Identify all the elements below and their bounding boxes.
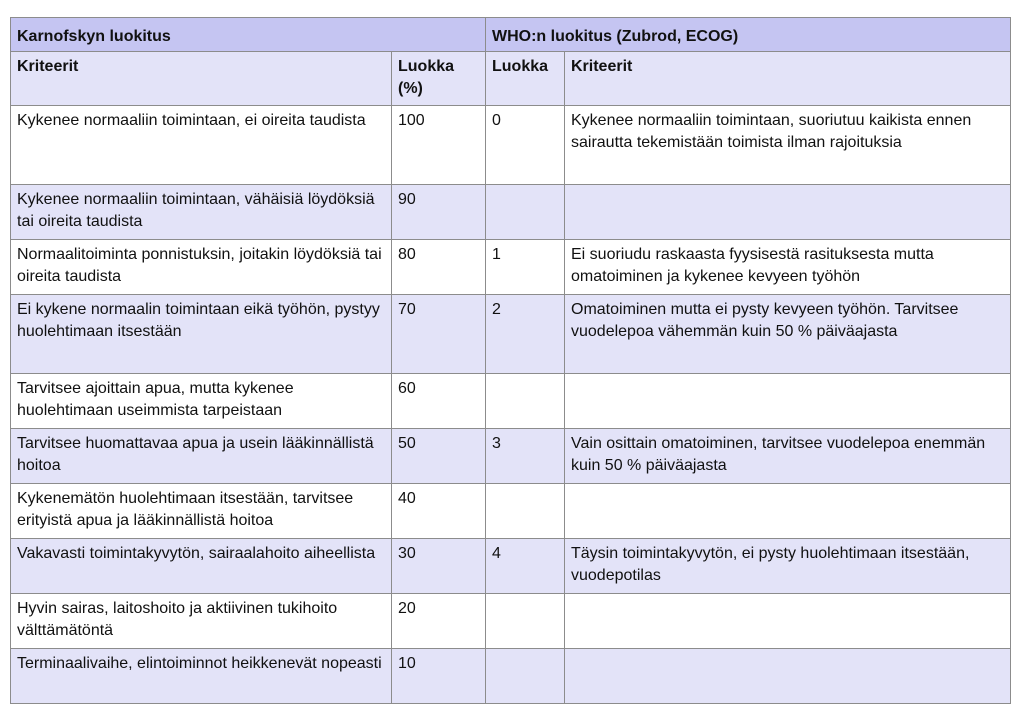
- karnofsky-title: Karnofskyn luokitus: [11, 18, 486, 52]
- who-class-cell: [486, 594, 565, 649]
- who-class-cell: [486, 185, 565, 240]
- karnofsky-criteria-cell: Vakavasti toimintakyvytön, sairaalahoito aiheellista: [11, 539, 392, 594]
- who-criteria-cell: [565, 484, 1011, 539]
- karnofsky-criteria-cell: Tarvitsee ajoittain apua, mutta kykenee huolehtimaan useimmista tarpeistaan: [11, 374, 392, 429]
- karnofsky-class-cell: 30: [392, 539, 486, 594]
- who-criteria-cell: Täysin toimintakyvytön, ei pysty huolehtimaan itsestään, vuodepotilas: [565, 539, 1011, 594]
- table-row: [11, 295, 1011, 374]
- who-criteria-header: Kriteerit: [565, 52, 1011, 106]
- karnofsky-criteria-cell: Tarvitsee huomattavaa apua ja usein lääkinnällistä hoitoa: [11, 429, 392, 484]
- column-header-row: [11, 52, 1011, 106]
- table-row: [11, 106, 1011, 185]
- karnofsky-criteria-cell: Normaalitoiminta ponnistuksin, joitakin löydöksiä tai oireita taudista: [11, 240, 392, 295]
- who-criteria-cell: [565, 374, 1011, 429]
- who-criteria-cell: [565, 594, 1011, 649]
- who-class-cell: [486, 484, 565, 539]
- karnofsky-class-cell: 60: [392, 374, 486, 429]
- karnofsky-class-cell: 70: [392, 295, 486, 374]
- who-criteria-cell: [565, 649, 1011, 704]
- who-criteria-cell: Kykenee normaaliin toimintaan, suoriutuu kaikista ennen sairautta tekemistään toimista ilman rajoituksia: [565, 106, 1011, 185]
- table-row: [11, 374, 1011, 429]
- table-row: [11, 594, 1011, 649]
- who-class-cell: [486, 649, 565, 704]
- who-criteria-cell: [565, 185, 1011, 240]
- karnofsky-criteria-header: Kriteerit: [11, 52, 392, 106]
- who-class-cell: 4: [486, 539, 565, 594]
- karnofsky-criteria-cell: Kykenee normaaliin toimintaan, vähäisiä löydöksiä tai oireita taudista: [11, 185, 392, 240]
- who-criteria-cell: Ei suoriudu raskaasta fyysisestä rasituksesta mutta omatoiminen ja kykenee kevyeen työhön: [565, 240, 1011, 295]
- karnofsky-criteria-cell: Hyvin sairas, laitoshoito ja aktiivinen tukihoito välttämätöntä: [11, 594, 392, 649]
- who-class-cell: 0: [486, 106, 565, 185]
- who-class-cell: 3: [486, 429, 565, 484]
- table-row: [11, 429, 1011, 484]
- who-class-cell: 1: [486, 240, 565, 295]
- karnofsky-class-cell: 100: [392, 106, 486, 185]
- karnofsky-class-cell: 50: [392, 429, 486, 484]
- who-class-cell: 2: [486, 295, 565, 374]
- table-row: [11, 649, 1011, 704]
- karnofsky-criteria-cell: Kykenee normaaliin toimintaan, ei oireita taudista: [11, 106, 392, 185]
- karnofsky-class-header: Luokka (%): [392, 52, 486, 106]
- karnofsky-class-cell: 80: [392, 240, 486, 295]
- table-row: [11, 240, 1011, 295]
- karnofsky-class-cell: 40: [392, 484, 486, 539]
- who-class-header: Luokka: [486, 52, 565, 106]
- table-row: [11, 185, 1011, 240]
- who-criteria-cell: Omatoiminen mutta ei pysty kevyeen työhön. Tarvitsee vuodelepoa vähemmän kuin 50 % päiväajasta: [565, 295, 1011, 374]
- karnofsky-class-cell: 90: [392, 185, 486, 240]
- karnofsky-criteria-cell: Terminaalivaihe, elintoiminnot heikkenevät nopeasti: [11, 649, 392, 704]
- table-row: [11, 484, 1011, 539]
- table-row: [11, 539, 1011, 594]
- who-title: WHO:n luokitus (Zubrod, ECOG): [486, 18, 1011, 52]
- section-header-row: [11, 18, 1011, 52]
- karnofsky-criteria-cell: Ei kykene normaalin toimintaan eikä työhön, pystyy huolehtimaan itsestään: [11, 295, 392, 374]
- who-criteria-cell: Vain osittain omatoiminen, tarvitsee vuodelepoa enemmän kuin 50 % päiväajasta: [565, 429, 1011, 484]
- classification-table: [10, 17, 1011, 704]
- karnofsky-class-cell: 20: [392, 594, 486, 649]
- karnofsky-criteria-cell: Kykenemätön huolehtimaan itsestään, tarvitsee erityistä apua ja lääkinnällistä hoitoa: [11, 484, 392, 539]
- who-class-cell: [486, 374, 565, 429]
- karnofsky-class-cell: 10: [392, 649, 486, 704]
